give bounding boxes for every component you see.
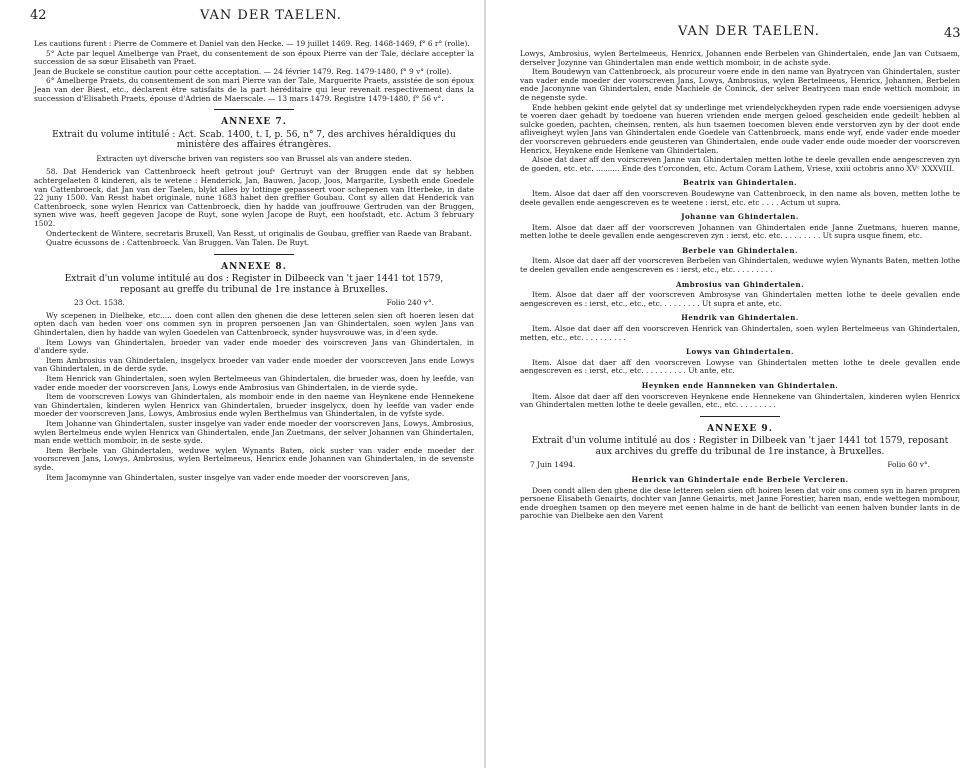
lot-text: Item. Alsoe dat daer aff den voorscreven Boudewyne van Cattenbroeck, in den name als boven, metten lothe te deele gevallen ende aengescreven es te weetene : ierst, etc. etc . . . . Actum ut supra. — [520, 188, 960, 207]
annex-7-paragraph: Onderteckent de Wintere, secretaris Bruxell, Van Resst, ut originalis de Goubau, greffier van Raede van Brabant. — [46, 228, 472, 238]
annex-9-extrait: Extrait d'un volume intitulé au dos : Register in Dilbeek van 't jaer 1441 tot 1579, reposant aux archives du greffe du tribunal de 1re instance, à Bruxelles. — [531, 436, 949, 457]
lot-text: Item. Alsoe dat daer aff den voorscreven Henrick van Ghindertalen, soen wylen Bertelmeeus van Ghindertalen, metten, etc., etc. . . . . . . . . . — [520, 324, 960, 342]
annex-8-paragraph: Item Jacomynne van Ghindertalen, suster insgelye van vader ende moeder der voorscreven Jans, — [46, 472, 410, 482]
annex-8-date: 23 Oct. 1538. — [74, 298, 125, 308]
right-page — [500, 0, 968, 768]
intro-paragraph: 6° Amelberge Praets, du consentement de son mari Pierre van der Tale, Marguerite Praets, assistée de son époux Jean van der Biest, etc., déclarent être satisfaits de la part héréditaire qui leur revenait respectivement dans la succession d'Elisabeth Praets, épouse d'Adrien de Maerscale. — 13 mars 1479. Registre 1479-1480, f° 56 v°. — [34, 76, 474, 103]
left-page — [14, 0, 482, 768]
annex-8-paragraph: Item Lowys van Ghindertalen, broeder van vader ende moeder des voirscreven Jans van Ghindertalen, in d'andere syde. — [34, 337, 474, 356]
annex-7-extrait: Extrait du volume intitulé : Act. Scab. 1400, t. I, p. 56, n° 7, des archives héraldiques du ministère des affaires étrangères. — [52, 129, 456, 151]
lot-text: Item. Alsoe dat daer aff den voorscreven Heynkene ende Hennekene van Ghindertalen, kinderen wylen Henricx van Ghindertalen metten lothe te deele gevallen, etc., etc. . . . . . . . . — [520, 391, 960, 410]
lot-text: Item. Alsoe dat daer aff den voorscreven Lowyse van Ghindertalen metten lothe te deele gevallen ende aengescreven es : ierst, etc., etc. . . . . . . . . . Ut ante, etc. — [520, 357, 960, 376]
annex-9-date-row — [520, 461, 960, 470]
section-divider — [214, 109, 294, 110]
annex-8-paragraph: Wy scepenen in Dielbeke, etc..... doen cont allen den ghenen die dese letteren selen sien oft hoeren lesen dat opten dach van heden voer ons commen syn in propren persoenen Jan van Ghindertalen, soen wylen Jans van Ghindertalen, dien hy hadde van wylen Goedelen van Cattenbroeck, synder huysvrouwe was, in d'een syde. — [34, 310, 474, 338]
lot-text: Item. Alsoe dat daer aff der voorscreven Berbelen van Ghindertalen, weduwe wylen Wynants Baten, metten lothe te deelen gevallen ende aengescreven es : ierst, etc., etc. . . . . . . . . — [520, 256, 960, 275]
annex-8-folio: Folio 240 v°. — [386, 298, 434, 308]
annex-9-title: ANNEXE 9. — [707, 423, 773, 434]
section-divider — [214, 254, 294, 255]
page-number: 42 — [30, 8, 47, 23]
annex-8-paragraph: Item Berbele van Ghindertalen, weduwe wylen Wynants Baten, oick suster van vader ende moeder der voorscreven Jans, Lowys, Ambrosius, wylen Bertelmeeus, Henricx ende Johannen van Ghindertalen, in de sevenste syde. — [34, 445, 474, 472]
opening-paragraph: Lowys, Ambrosius, wylen Bertelmeeus, Henricx, Johannen ende Berbelen van Ghindertalen, ende Jan van Cutsaem, derselver Jozynne van Ghindertalen man ende wettich momboir, in de achste syde. — [520, 49, 960, 67]
annex-7-paragraph: 58. Dat Henderick van Cattenbroeck heeft getrout joufᵉ Gertruyt van der Bruggen ende dat sy hebben achtergelaeten 8 kinderen, als te wetene : Henderick, Jan, Bauwen, Jacop, Joos, Margarite, Lysbeth ende Goedele van Cattenbroeck, dat Jan van der Taelen, blykt alles by lottinge gepasseert voor schepenen van Itterbeke, in date 22 juny 1500. Van Resst habet originale, nune 1683 habet den greffier Goubau. Cont sy allen dat Henderick van Cattenbroeck, sone wylen Henricx van Cattenbroeck, dien hy hadde van jouffrouwe Gertruden van der Bruggen, synen wive was, heeft gegeven Jacope de Ruyt, sone wylen Jacope de Ruyt, een hoofstadt, etc. Actum 3 february 1502. — [34, 167, 474, 228]
annex-7-subtitle: Extracten uyt diversche briven van registers soo van Brussel als van andere steden. — [96, 153, 412, 163]
annex-9-folio: Folio 60 v°. — [887, 460, 930, 470]
annex-9-text: Doen condt allen den ghene die dese letteren selen sien oft hoiren lesen dat voir ons comen syn in haren propren persoene Elisabeth Genairts, dochter van Janne Genairts, met Janne Forestier, haren man, ende wettegen mombour, ende droeghen tsamen op den meyere met eenen halme in de hant de bellicht van eenen halven bunder lants in de parochie van Dielbeke aen den Varent — [520, 485, 960, 521]
annex-8-paragraph: Item Johanne van Ghindertalen, suster insgelye van vader ende moeder der voorscreven Jans, Lowys, Ambrosius, wylen Bertelmeus ende wylen Henricx van Ghindertalen, ende Jan Zuetmans, der selver Johannen van Ghindertalen, man ende wettich momboir, in de seste syde. — [34, 419, 474, 446]
running-head: VAN DER TAELEN. — [200, 8, 342, 23]
section-divider — [700, 416, 780, 417]
annex-7-paragraph: Quatre écussons de : Cattenbroeck. Van Bruggen. Van Talen. De Ruyt. — [46, 238, 310, 248]
running-head: VAN DER TAELEN. — [678, 24, 820, 39]
lot-heading: Beatrix van Ghindertalen. — [683, 178, 797, 188]
right-page-body — [520, 50, 960, 522]
book-gutter — [484, 0, 486, 768]
opening-paragraph: Ende hebben gekint ende gelytel dat sy underlinge met vriendelyckheyden rypen rade ende voersienigen advyse te voeren daer gehadt by toedoene van hueren vrienden ende mergen geloed gescheiden ende gedeilt hebben al sulcke goeden, pachten, cheinsen, renten, als hun tsaemen toecomen bleven ende verstorven zyn by der doot ende afliveigheyt wylen Jans van Ghindertalen ende Goedele van Cattenbroeck, mans ende wyf, ende vader ende moeder der voorscreven gebrueders ende geusteren van Ghindertalen, ende oude vader ende oude moeder der voorscreven Henricx, Heynkene ende Henkene van Ghindertalen. — [520, 102, 960, 155]
lot-text: Item. Alsoe dat daer aff der voorscreven Ambrosyse van Ghindertalen metten lothe te deele gevallen ende aengescreven es : ierst, etc., etc., etc. . . . . . . . . Ut supra et ante, etc. — [520, 290, 960, 308]
annex-8-date-row — [34, 299, 474, 308]
lot-text: Item. Alsoe dat daer aff der voorscreven Johannen van Ghindertalen ende Janne Zuetmans, hueren manne, metten lothe te deele gevallen ende aengescreven zyn : ierst, etc. etc. . . . . . . . . Ut supra usque finem, etc. — [520, 222, 960, 241]
lot-heading: Lowys van Ghindertalen. — [686, 347, 794, 357]
annex-9-date: 7 Juin 1494. — [530, 460, 576, 470]
lot-heading: Johanne van Ghindertalen. — [681, 212, 799, 222]
annex-8-paragraph: Item Henrick van Ghindertalen, soen wylen Bertelmeeus van Ghindertalen, die brueder was, doen hy leefde, van vader ende moeder der voorscreven Jans, Lowys ende Ambrosius van Ghindertalen, in de vierde syde. — [34, 374, 474, 392]
lot-heading: Berbele van Ghindertalen. — [682, 245, 798, 255]
annex-8-paragraph: Item de voorscreven Lowys van Ghindertalen, als momboir ende in den naeme van Heynkene ende Hennekene van Ghindertalen, kinderen wylen Henricx van Ghindertalen, brueder insgelycx, doen hy leefde van vader ende moeder der voorscreven Jans, Lowys, Ambrosius ende wylen Berthelmus van Ghindertalen, in de vyfste syde. — [34, 392, 474, 419]
left-page-body — [34, 40, 474, 483]
lot-heading: Heynken ende Hannneken van Ghindertalen. — [641, 381, 839, 390]
intro-paragraph: Jean de Buckele se constitue caution pour cette acceptation. — 24 février 1479. Reg. 1479-1480, f° 9 v° (rolle). — [34, 66, 452, 76]
annex-8-paragraph: Item Ambrosius van Ghindertalen, insgelycx broeder van vader ende moeder der voorscreven Jans ende Lowys van Ghindertalen, in de derde syde. — [34, 355, 474, 374]
lot-heading: Ambrosius van Ghindertalen. — [675, 279, 805, 289]
page-number: 43 — [944, 26, 961, 41]
annex-9-subheading: Henrick van Ghindertale ende Berbele Vercleren. — [631, 474, 849, 484]
annex-8-title: ANNEXE 8. — [221, 261, 287, 272]
opening-paragraph: Alsoe dat daer aff den voirscreven Janne van Ghindertalen metten lothe te deele gevallen ende aengescreven zyn de goeden, etc. etc. .......... Ende des t'orconden, etc. Actum Coram Lathem, Vriese, xxiii octobris anno XVᶜ XXXVIII. — [520, 155, 960, 173]
opening-paragraph: Item Boudewyn van Cattenbroeck, als procureur voere ende in den name van Byatrycen van Ghindertalen, suster van vader ende moeder der voorscreven Jans, Lowys, Ambrosius, wylen Bertelmeeus, Henricx, Johannen, Berbelen ende Jaconynne van Ghindertalen, ende Machiele de Coninck, der selver Beatrycen man ende wettich momboir, in de negenste syde. — [520, 67, 960, 102]
lot-heading: Hendrik van Ghindertalen. — [681, 313, 799, 323]
intro-paragraph: 5° Acte par lequel Amelberge van Praet, du consentement de son époux Pierre van der Tale, déclare accepter la succession de sa sœur Elisabeth van Praet. — [34, 48, 474, 67]
intro-paragraph: Les cautions furent : Pierre de Commere et Daniel van den Hecke. — 19 juillet 1469. Reg. 1468-1469, f° 6 r° (rolle). — [34, 39, 470, 48]
annex-8-extrait: Extrait d'un volume intitulé au dos : Register in Dilbeeck van 't jaer 1441 tot 1579, reposant au greffe du tribunal de 1re instance à Bruxelles. — [64, 274, 444, 295]
annex-7-title: ANNEXE 7. — [221, 117, 287, 128]
